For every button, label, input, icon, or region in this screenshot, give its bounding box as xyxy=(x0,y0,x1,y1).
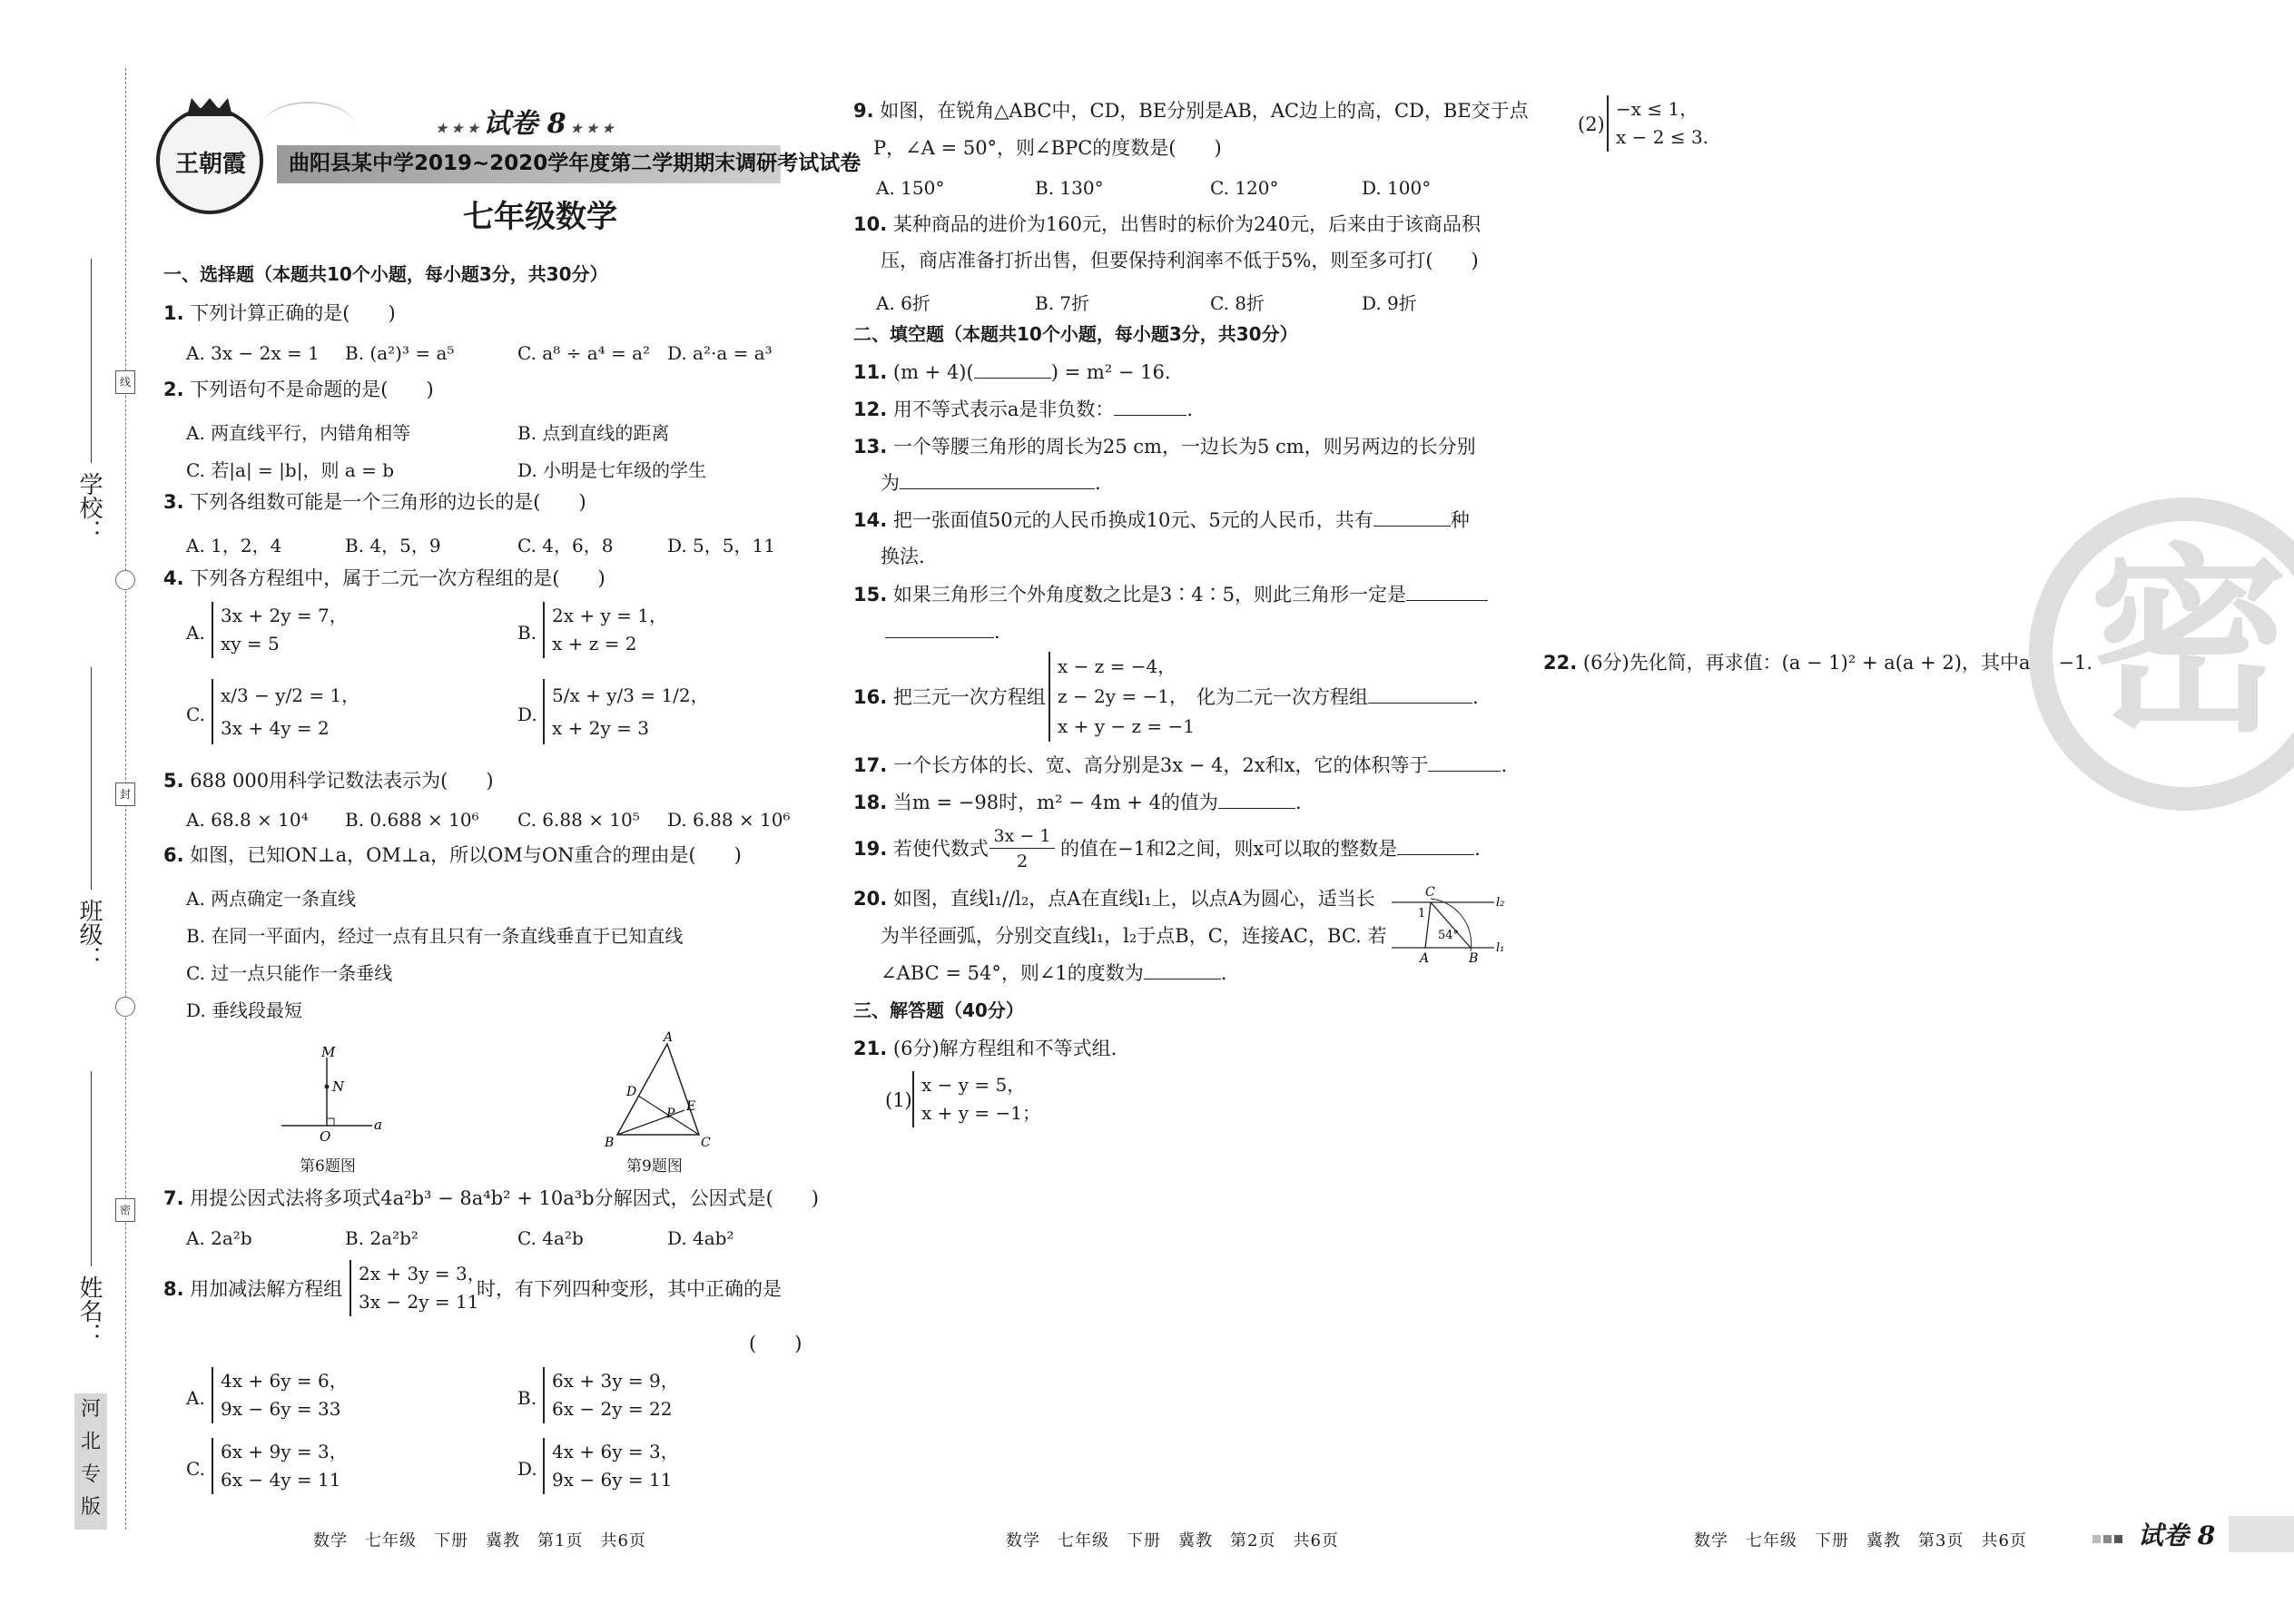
label-a: A xyxy=(664,1030,674,1045)
q-text: 下列语句不是命题的是( ) xyxy=(190,379,434,400)
q-text: . xyxy=(994,621,1000,643)
edition-char: 河 xyxy=(80,1398,101,1421)
q-number: 5. xyxy=(163,770,184,792)
q2-option-c[interactable]: C. 若|a| = |b|，则 a = b xyxy=(186,459,395,481)
q-text: . xyxy=(1095,472,1101,494)
q10-option-c[interactable]: C. 8折 xyxy=(1210,292,1265,314)
answer-blank[interactable] xyxy=(1218,808,1295,809)
seal-mark-seal: 封 xyxy=(115,782,135,806)
q-text: 用提公因式法将多项式4a²b³ − 8a⁴b² + 10a³b分解因式，公因式是( ) xyxy=(190,1187,819,1209)
q-number: 7. xyxy=(163,1187,184,1209)
equation: x − z = −4， xyxy=(1058,655,1177,677)
question-1 xyxy=(163,304,396,323)
q-number: 15. xyxy=(853,584,888,605)
question-15-line-2 xyxy=(885,623,1000,642)
label-m: M xyxy=(321,1044,336,1060)
q-number: 10. xyxy=(853,213,888,235)
equation: 3x + 4y = 2 xyxy=(221,717,330,739)
answer-blank[interactable] xyxy=(900,488,1095,489)
question-18 xyxy=(853,793,1302,812)
answer-blank[interactable] xyxy=(1368,703,1472,704)
q-number: 21. xyxy=(853,1038,888,1059)
q7-option-b[interactable]: B. 2a²b² xyxy=(345,1227,418,1249)
q9-option-b[interactable]: B. 130° xyxy=(1035,177,1104,199)
q-text: 为 xyxy=(881,472,900,494)
q8-system xyxy=(350,1260,486,1316)
figure-9-caption: 第9题图 xyxy=(626,1157,683,1176)
equation: 3x + 2y = 7， xyxy=(221,605,348,626)
q-text: 一个等腰三角形的周长为25 cm，一边长为5 cm，则另两边的长分别 xyxy=(892,436,1476,458)
label-d: D xyxy=(626,1085,637,1099)
q21-part-2: (2) xyxy=(1578,113,1605,135)
q-text: 下列各方程组中，属于二元一次方程组的是( ) xyxy=(190,567,605,589)
question-19 xyxy=(853,840,989,859)
q6-option-c[interactable]: C. 过一点只能作一条垂线 xyxy=(186,962,393,984)
section-2-heading: 二、填空题（本题共10个小题，每小题3分，共30分） xyxy=(853,323,1298,345)
q8-option-d-system xyxy=(543,1438,679,1494)
figure-6-caption: 第6题图 xyxy=(300,1157,356,1176)
brand-name: 王朝霞 xyxy=(174,151,246,178)
label-b: B xyxy=(1469,951,1479,964)
question-13 xyxy=(853,438,1476,457)
equation: x/3 − y/2 = 1， xyxy=(221,684,360,706)
q9-option-a[interactable]: A. 150° xyxy=(876,177,945,199)
page-2-footer: 数学 七年级 下册 冀教 第2页 共6页 xyxy=(1006,1531,1339,1550)
q8-option-d-letter[interactable]: D. xyxy=(517,1458,537,1480)
equation: 2x + y = 1， xyxy=(552,605,667,626)
star-icon: ★ ★ ★ xyxy=(566,122,614,136)
corner-tab xyxy=(2229,1516,2294,1552)
q-number: 4. xyxy=(163,567,184,589)
q8-option-b-letter[interactable]: B. xyxy=(517,1387,537,1409)
q-text: . xyxy=(1220,962,1227,984)
question-4 xyxy=(163,569,605,588)
question-2 xyxy=(163,380,434,399)
question-15 xyxy=(853,586,1488,605)
equation: 9x − 6y = 33 xyxy=(221,1398,341,1420)
scissors-icon xyxy=(115,570,135,590)
label-e: E xyxy=(686,1099,696,1114)
label-o: O xyxy=(320,1128,331,1144)
q-text: 下列各组数可能是一个三角形的边长的是( ) xyxy=(190,491,586,513)
q1-option-c[interactable]: C. a⁸ ÷ a⁴ = a² xyxy=(517,342,651,364)
label-l2: l₂ xyxy=(1496,896,1505,910)
q-number: 14. xyxy=(853,509,888,531)
q-text: 若使代数式 xyxy=(892,838,989,860)
question-20-line-2: 为半径画弧，分别交直线l₁，l₂于点B，C，连接AC，BC. 若 xyxy=(881,925,1387,947)
equation: x − y = 5， xyxy=(921,1074,1026,1096)
q-number: 3. xyxy=(163,491,184,513)
q8-text-2: 时，有下列四种变形，其中正确的是 xyxy=(477,1278,782,1300)
q16-system xyxy=(1049,652,1195,742)
question-7 xyxy=(163,1189,819,1208)
page-1-footer: 数学 七年级 下册 冀教 第1页 共6页 xyxy=(313,1531,646,1550)
q4-option-c-letter[interactable]: C. xyxy=(186,704,205,725)
q-text: 如果三角形三个外角度数之比是3∶4∶5，则此三角形一定是 xyxy=(892,584,1406,605)
question-17 xyxy=(853,756,1507,775)
q-text: 种 xyxy=(1450,509,1470,531)
q-text: . xyxy=(1501,754,1508,776)
q4-option-d-letter[interactable]: D. xyxy=(517,704,537,725)
question-5 xyxy=(163,772,494,791)
answer-area-22[interactable] xyxy=(1543,690,2088,1489)
class-field[interactable] xyxy=(91,667,92,890)
q-text: 一个长方体的长、宽、高分别是3x − 4，2x和x，它的体积等于 xyxy=(892,754,1429,776)
q-number: 9. xyxy=(853,100,874,122)
q10-option-d[interactable]: D. 9折 xyxy=(1362,292,1417,314)
q-text: 把一张面值50元的人民币换成10元、5元的人民币，共有 xyxy=(892,509,1373,531)
q-text: 下列计算正确的是( ) xyxy=(190,302,396,324)
equation: 9x − 6y = 11 xyxy=(552,1469,673,1491)
q-number: 11. xyxy=(853,361,888,383)
q3-option-a[interactable]: A. 1，2，4 xyxy=(186,535,282,556)
star-icon: ★ ★ ★ xyxy=(436,122,484,136)
label-n: N xyxy=(332,1078,345,1095)
q-text: 如图，直线l₁//l₂，点A在直线l₁上，以点A为圆心，适当长 xyxy=(892,888,1375,910)
q7-option-a[interactable]: A. 2a²b xyxy=(186,1227,252,1249)
scissors-icon xyxy=(115,997,135,1017)
q21-part-2-system xyxy=(1607,95,1708,152)
equation: xy = 5 xyxy=(221,633,280,655)
equation: x + 2y = 3 xyxy=(552,717,649,739)
equation: 4x + 6y = 6， xyxy=(221,1370,348,1392)
q3-option-b[interactable]: B. 4，5，9 xyxy=(345,535,441,556)
ribbon-decoration xyxy=(263,102,354,149)
name-label: 姓名： xyxy=(75,1275,103,1346)
q9-option-c[interactable]: C. 120° xyxy=(1210,177,1279,199)
q4-option-b-letter[interactable]: B. xyxy=(517,622,537,644)
answer-blank[interactable] xyxy=(1397,854,1474,855)
edition-char: 版 xyxy=(80,1496,101,1519)
label-c: C xyxy=(1425,885,1435,900)
q-text: 某种商品的进价为160元，出售时的标价为240元，后来由于该商品积 xyxy=(892,213,1482,235)
edition-char: 北 xyxy=(80,1431,101,1453)
q4-option-a-letter[interactable]: A. xyxy=(186,622,205,644)
page-3-footer: 数学 七年级 下册 冀教 第3页 共6页 xyxy=(1694,1531,2027,1550)
section-1-heading: 一、选择题（本题共10个小题，每小题3分，共30分） xyxy=(163,263,608,285)
question-19-tail xyxy=(1060,840,1481,859)
question-11 xyxy=(853,363,1171,382)
question-12 xyxy=(853,400,1193,419)
question-16-tail xyxy=(1196,688,1479,707)
q8-option-a-letter[interactable]: A. xyxy=(186,1387,205,1409)
q-number: 2. xyxy=(163,379,184,400)
q10-option-b[interactable]: B. 7折 xyxy=(1035,292,1090,314)
denominator: 2 xyxy=(1016,851,1029,871)
equation: 4x + 6y = 3， xyxy=(552,1441,679,1462)
equation: 6x − 4y = 11 xyxy=(221,1469,341,1491)
exam-title: 曲阳县某中学2019~2020学年度第二学期期末调研考试试卷 xyxy=(289,152,861,175)
inequality: −x ≤ 1， xyxy=(1616,98,1698,120)
q-number: 12. xyxy=(853,399,888,420)
answer-blank[interactable] xyxy=(1406,600,1488,601)
q-text: 如图，在锐角△ABC中，CD，BE分别是AB，AC边上的高，CD，BE交于点 xyxy=(880,100,1529,122)
q-number: 8. xyxy=(163,1278,184,1300)
right-angle-mark xyxy=(327,1118,334,1126)
equation: x + y − z = −1 xyxy=(1058,715,1196,737)
point-n xyxy=(325,1085,330,1089)
question-16 xyxy=(853,688,1046,707)
edition-badge xyxy=(74,1393,107,1530)
figure-20 xyxy=(1387,882,1510,964)
q2-option-d[interactable]: D. 小明是七年级的学生 xyxy=(517,459,707,481)
figure-9 xyxy=(599,1030,726,1148)
q8-option-c-system xyxy=(212,1438,348,1494)
q-text: . xyxy=(1472,686,1479,708)
q-text: (6分)先化简，再求值：(a − 1)² + a(a + 2)，其中a = −1. xyxy=(1582,652,2093,674)
q4-option-a-system xyxy=(212,602,348,658)
equation: 6x + 3y = 9， xyxy=(552,1370,679,1392)
q-text: . xyxy=(1186,399,1194,420)
corner-squares-icon xyxy=(2092,1530,2122,1547)
question-13-line-2 xyxy=(881,474,1101,493)
q-number: 13. xyxy=(853,436,888,458)
q-number: 18. xyxy=(853,792,888,813)
equation: 5/x + y/3 = 1/2， xyxy=(552,684,709,706)
q-text: . xyxy=(1295,792,1302,813)
q-number: 20. xyxy=(853,888,888,910)
subject-title: 七年级数学 xyxy=(463,199,617,235)
equation: x + z = 2 xyxy=(552,633,637,655)
inequality: x − 2 ≤ 3. xyxy=(1616,126,1709,148)
question-9-line-2: P，∠A = 50°，则∠BPC的度数是( ) xyxy=(873,137,1222,159)
segment-ac xyxy=(1425,902,1431,948)
q-text: 化为二元一次方程组 xyxy=(1196,686,1368,708)
equation: 3x − 2y = 11 xyxy=(359,1291,479,1313)
q6-option-b[interactable]: B. 在同一平面内，经过一点有且只有一条直线垂直于已知直线 xyxy=(186,925,684,947)
question-10 xyxy=(853,215,1481,234)
seal-mark-secret: 密 xyxy=(115,1198,135,1222)
q-text: (6分)解方程组和不等式组. xyxy=(892,1038,1117,1059)
label-p: P xyxy=(666,1107,675,1121)
q21-part-1-system xyxy=(912,1071,1040,1127)
answer-blank[interactable] xyxy=(1114,415,1186,416)
edition-char: 专 xyxy=(80,1463,101,1486)
q-text: (m + 4)( xyxy=(892,361,974,383)
label-l1: l₁ xyxy=(1496,941,1505,955)
q-text: 的值在−1和2之间，则x可以取的整数是 xyxy=(1060,838,1398,860)
label-a: A xyxy=(1420,951,1430,964)
q5-option-b[interactable]: B. 0.688 × 10⁶ xyxy=(345,809,479,831)
equation: 6x + 9y = 3， xyxy=(221,1441,348,1462)
label-c: C xyxy=(701,1136,711,1148)
question-9 xyxy=(853,102,1529,121)
question-8 xyxy=(163,1280,342,1299)
q4-option-d-system xyxy=(543,679,709,744)
answer-blank[interactable] xyxy=(1428,771,1501,772)
q7-option-c[interactable]: C. 4a²b xyxy=(517,1227,584,1249)
class-label: 班级： xyxy=(75,899,103,969)
numerator: 3x − 1 xyxy=(989,826,1055,849)
answer-blank[interactable] xyxy=(885,637,994,638)
q10-option-a[interactable]: A. 6折 xyxy=(876,292,930,314)
question-6 xyxy=(163,846,742,865)
brand-logo xyxy=(156,107,263,214)
q-number: 1. xyxy=(163,302,184,324)
question-20-line-3 xyxy=(881,964,1226,983)
label-b: B xyxy=(605,1136,615,1148)
q2-option-b[interactable]: B. 点到直线的距离 xyxy=(517,422,670,444)
seal-mark-line: 线 xyxy=(115,370,135,394)
q1-option-d[interactable]: D. a²·a = a³ xyxy=(667,342,773,364)
q7-option-d[interactable]: D. 4ab² xyxy=(667,1227,734,1249)
q6-option-a[interactable]: A. 两点确定一条直线 xyxy=(186,888,357,910)
label-a: a xyxy=(374,1117,382,1133)
question-14 xyxy=(853,511,1470,530)
q-text: 688 000用科学记数法表示为( ) xyxy=(190,770,494,792)
q5-option-d[interactable]: D. 6.88 × 10⁶ xyxy=(667,809,791,831)
answer-blank[interactable] xyxy=(1373,526,1451,527)
equation: 2x + 3y = 3， xyxy=(359,1263,486,1284)
name-field[interactable] xyxy=(91,1071,92,1266)
q-number: 19. xyxy=(853,838,888,860)
q-number: 16. xyxy=(853,686,888,708)
q8-answer-paren[interactable]: ( ) xyxy=(749,1333,802,1354)
answer-area-21-1[interactable] xyxy=(885,1144,1521,1507)
question-22 xyxy=(1543,654,2092,673)
equation: x + y = −1； xyxy=(921,1102,1041,1124)
question-3 xyxy=(163,493,586,512)
q5-option-a[interactable]: A. 68.8 × 10⁴ xyxy=(186,809,309,831)
school-label: 学校： xyxy=(75,472,103,543)
question-14-line-2: 换法. xyxy=(881,546,925,567)
q-number: 6. xyxy=(163,844,184,866)
label-angle: 54° xyxy=(1438,929,1460,942)
q8-option-c-letter[interactable]: C. xyxy=(186,1458,205,1480)
corner-paper-number: 试卷 8 xyxy=(2138,1521,2216,1550)
equation: 6x − 2y = 22 xyxy=(552,1398,673,1420)
question-20 xyxy=(853,890,1375,909)
crown-icon xyxy=(187,98,232,116)
q-text: 当m = −98时，m² − 4m + 4的值为 xyxy=(892,792,1218,813)
q8-option-a-system xyxy=(212,1367,348,1423)
q21-part-1: (1) xyxy=(885,1089,912,1111)
q3-option-d[interactable]: D. 5，5，11 xyxy=(667,535,775,556)
answer-blank[interactable] xyxy=(974,378,1051,379)
q19-fraction xyxy=(989,826,1055,871)
school-field[interactable] xyxy=(91,259,92,463)
q4-option-c-system xyxy=(212,679,359,744)
section-3-heading: 三、解答题（40分） xyxy=(853,999,1024,1021)
q6-option-d[interactable]: D. 垂线段最短 xyxy=(186,999,303,1021)
q-text: . xyxy=(1474,838,1481,860)
q-text: ) = m² − 16. xyxy=(1050,361,1171,383)
q1-option-b[interactable]: B. (a²)³ = a⁵ xyxy=(345,342,455,364)
q2-option-a[interactable]: A. 两直线平行，内错角相等 xyxy=(186,422,411,444)
q4-option-b-system xyxy=(543,602,667,658)
q1-option-a[interactable]: A. 3x − 2x = 1 xyxy=(186,342,320,364)
q-text: 如图，已知ON⊥a，OM⊥a，所以OM与ON重合的理由是( ) xyxy=(190,844,742,866)
question-10-line-2: 压，商店准备打折出售，但要保持利润率不低于5%，则至多可打( ) xyxy=(881,250,1479,271)
q-text: 用不等式表示a是非负数： xyxy=(892,399,1115,420)
q-number: 17. xyxy=(853,754,888,776)
equation: z − 2y = −1， xyxy=(1058,685,1187,707)
q-text: 用加减法解方程组 xyxy=(190,1278,343,1300)
paper-no: 试卷 8 xyxy=(483,108,566,140)
question-21 xyxy=(853,1039,1117,1058)
q9-option-d[interactable]: D. 100° xyxy=(1362,177,1432,199)
q-number: 22. xyxy=(1543,652,1578,674)
label-1: 1 xyxy=(1418,907,1426,920)
watermark-char: 密 xyxy=(2089,527,2289,759)
q3-option-c[interactable]: C. 4，6，8 xyxy=(517,535,614,556)
figure-6 xyxy=(272,1044,399,1144)
q8-option-b-system xyxy=(543,1367,679,1423)
q-text: ∠ABC = 54°，则∠1的度数为 xyxy=(881,962,1144,984)
paper-number xyxy=(436,108,614,140)
q-text: 把三元一次方程组 xyxy=(892,686,1046,708)
q5-option-c[interactable]: C. 6.88 × 10⁵ xyxy=(517,809,640,831)
